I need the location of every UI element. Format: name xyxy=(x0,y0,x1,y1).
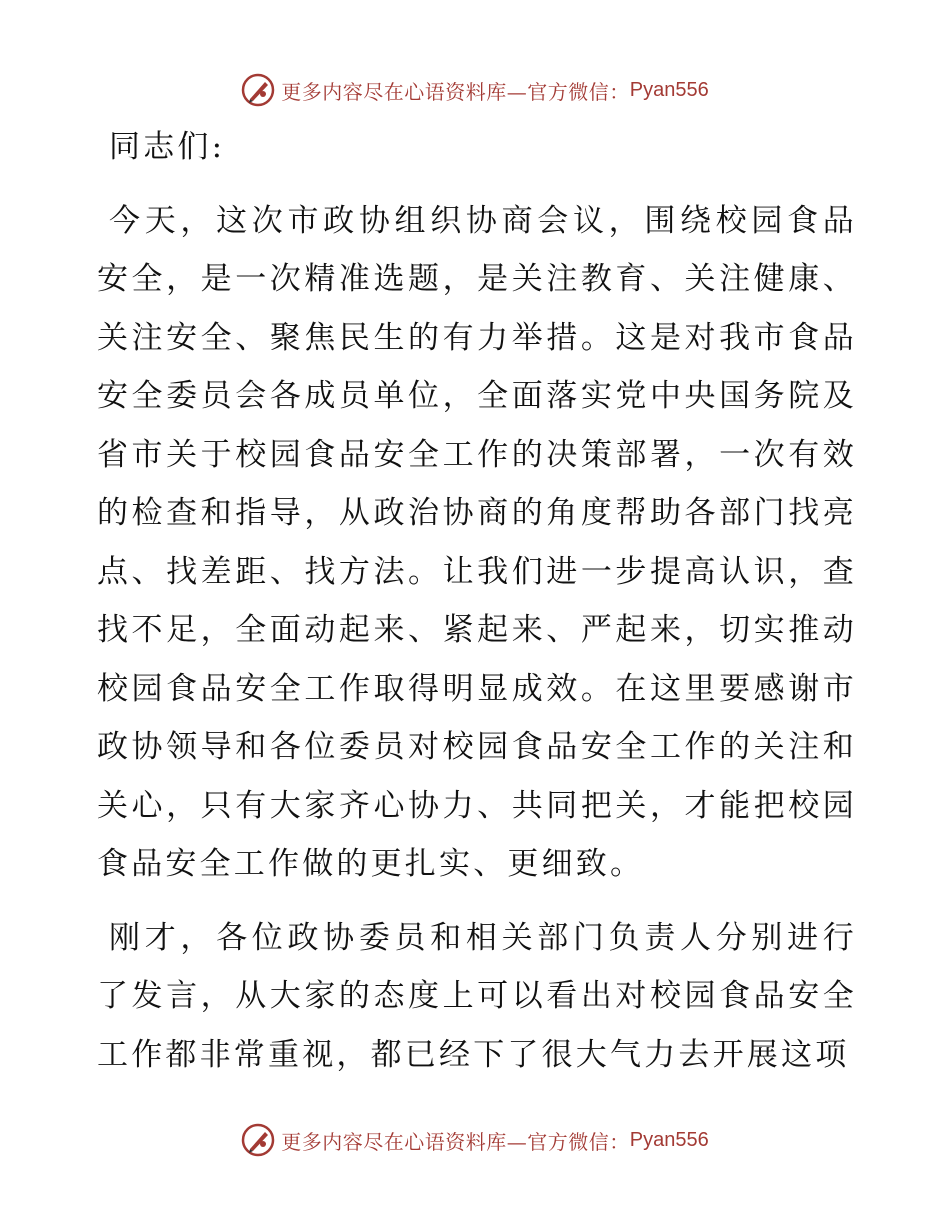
greeting: 同志们: xyxy=(109,129,226,165)
header-watermark-banner xyxy=(0,70,950,110)
header-banner-id: Pyan556 xyxy=(629,78,709,101)
paragraph-2: 刚才，各位政协委员和相关部门负责人分别进行了发言，从大家的态度上可以看出对校园食品安全工作都非常重视，都已经下了很大气力去开展这项 xyxy=(97,919,857,1073)
header-banner-text: 更多内容尽在心语资料库—官方微信： xyxy=(281,79,630,104)
paragraph-1: 今天，这次市政协组织协商会议，围绕校园食品安全，是一次精准选题，是关注教育、关注健康、关注安全、聚焦民生的有力举措。这是对我市食品安全委员会各成员单位，全面落实党中央国务院及省市关于校园食品安全工作的决策部署，一次有效的检查和指导，从政治协商的角度帮助各部门找亮点、找差距、找方法。让我们进一步提高认识，查找不足，全面动起来、紧起来、严起来，切实推动校园食品安全工作取得明显成效。在这里要感谢市政协领导和各位委员对校园食品安全工作的关注和关心，只有大家齐心协力、共同把关，才能把校园食品安全工作做的更扎实、更细致。 xyxy=(97,202,857,882)
footer-banner-text: 更多内容尽在心语资料库—官方微信： xyxy=(281,1129,630,1154)
footer-watermark-banner xyxy=(0,1120,950,1160)
quill-pen-icon xyxy=(241,1123,275,1157)
quill-pen-icon xyxy=(241,73,275,107)
document-body xyxy=(97,118,857,1084)
footer-banner-id: Pyan556 xyxy=(629,1128,709,1151)
